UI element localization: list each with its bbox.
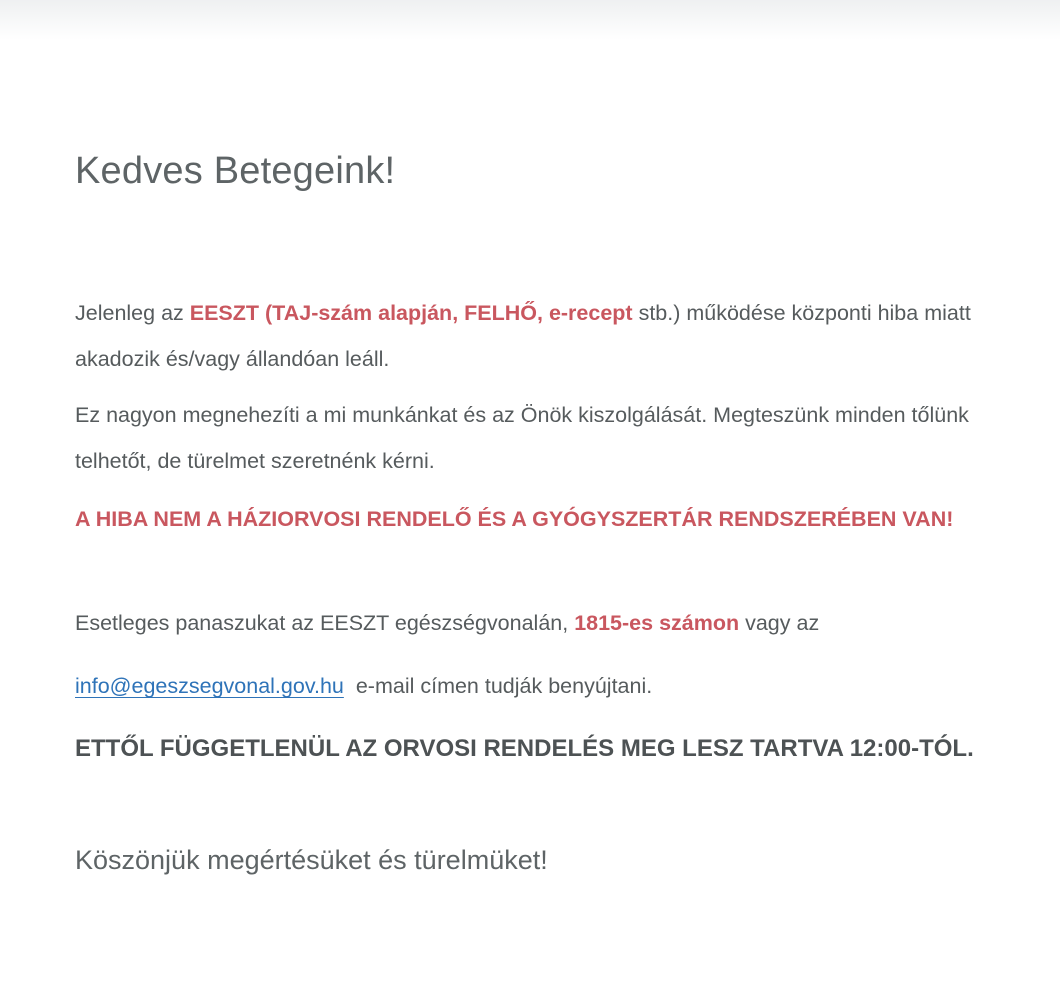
p4-text-end: e-mail címen tudják benyújtani. [349,674,653,698]
closing-thanks: Köszönjük megértésüket és türelmüket! [75,845,548,875]
p3-text-start: Esetleges panaszukat az EESZT egészségvonalán, [75,611,575,635]
eeszt-highlight: EESZT (TAJ-szám alapján, FELHŐ, e-recept [189,301,633,325]
paragraph-eeszt-outage [75,290,1025,382]
p1-text-start: Jelenleg az [75,301,190,325]
notice-office-hours: ETTŐL FÜGGETLENÜL AZ ORVOSI RENDELÉS MEG LESZ TARTVA 12:00-TÓL. [75,735,974,762]
hotline-number: 1815-es számon [574,611,740,635]
p3-text-end: vagy az [739,611,820,635]
paragraph-complaint-email [75,663,1025,709]
paragraph-patience-request: Ez nagyon megnehezíti a mi munkánkat és az Önök kiszolgálását. Megteszünk minden tőlünk telhetőt, de türelmet szeretnénk kérni. [75,403,969,473]
email-link[interactable]: info@egeszsegvonal.gov.hu [75,674,344,698]
greeting-heading: Kedves Betegeink! [75,150,396,192]
paragraph-complaint-hotline [75,600,1025,646]
warning-not-our-fault: A HIBA NEM A HÁZIORVOSI RENDELŐ ÉS A GYÓGYSZERTÁR RENDSZERÉBEN VAN! [75,507,954,531]
scan-edge-shadow [0,0,1060,40]
p1-text-end: stb.) működése központi hiba miatt akadozik és/vagy állandóan leáll. [75,301,971,371]
